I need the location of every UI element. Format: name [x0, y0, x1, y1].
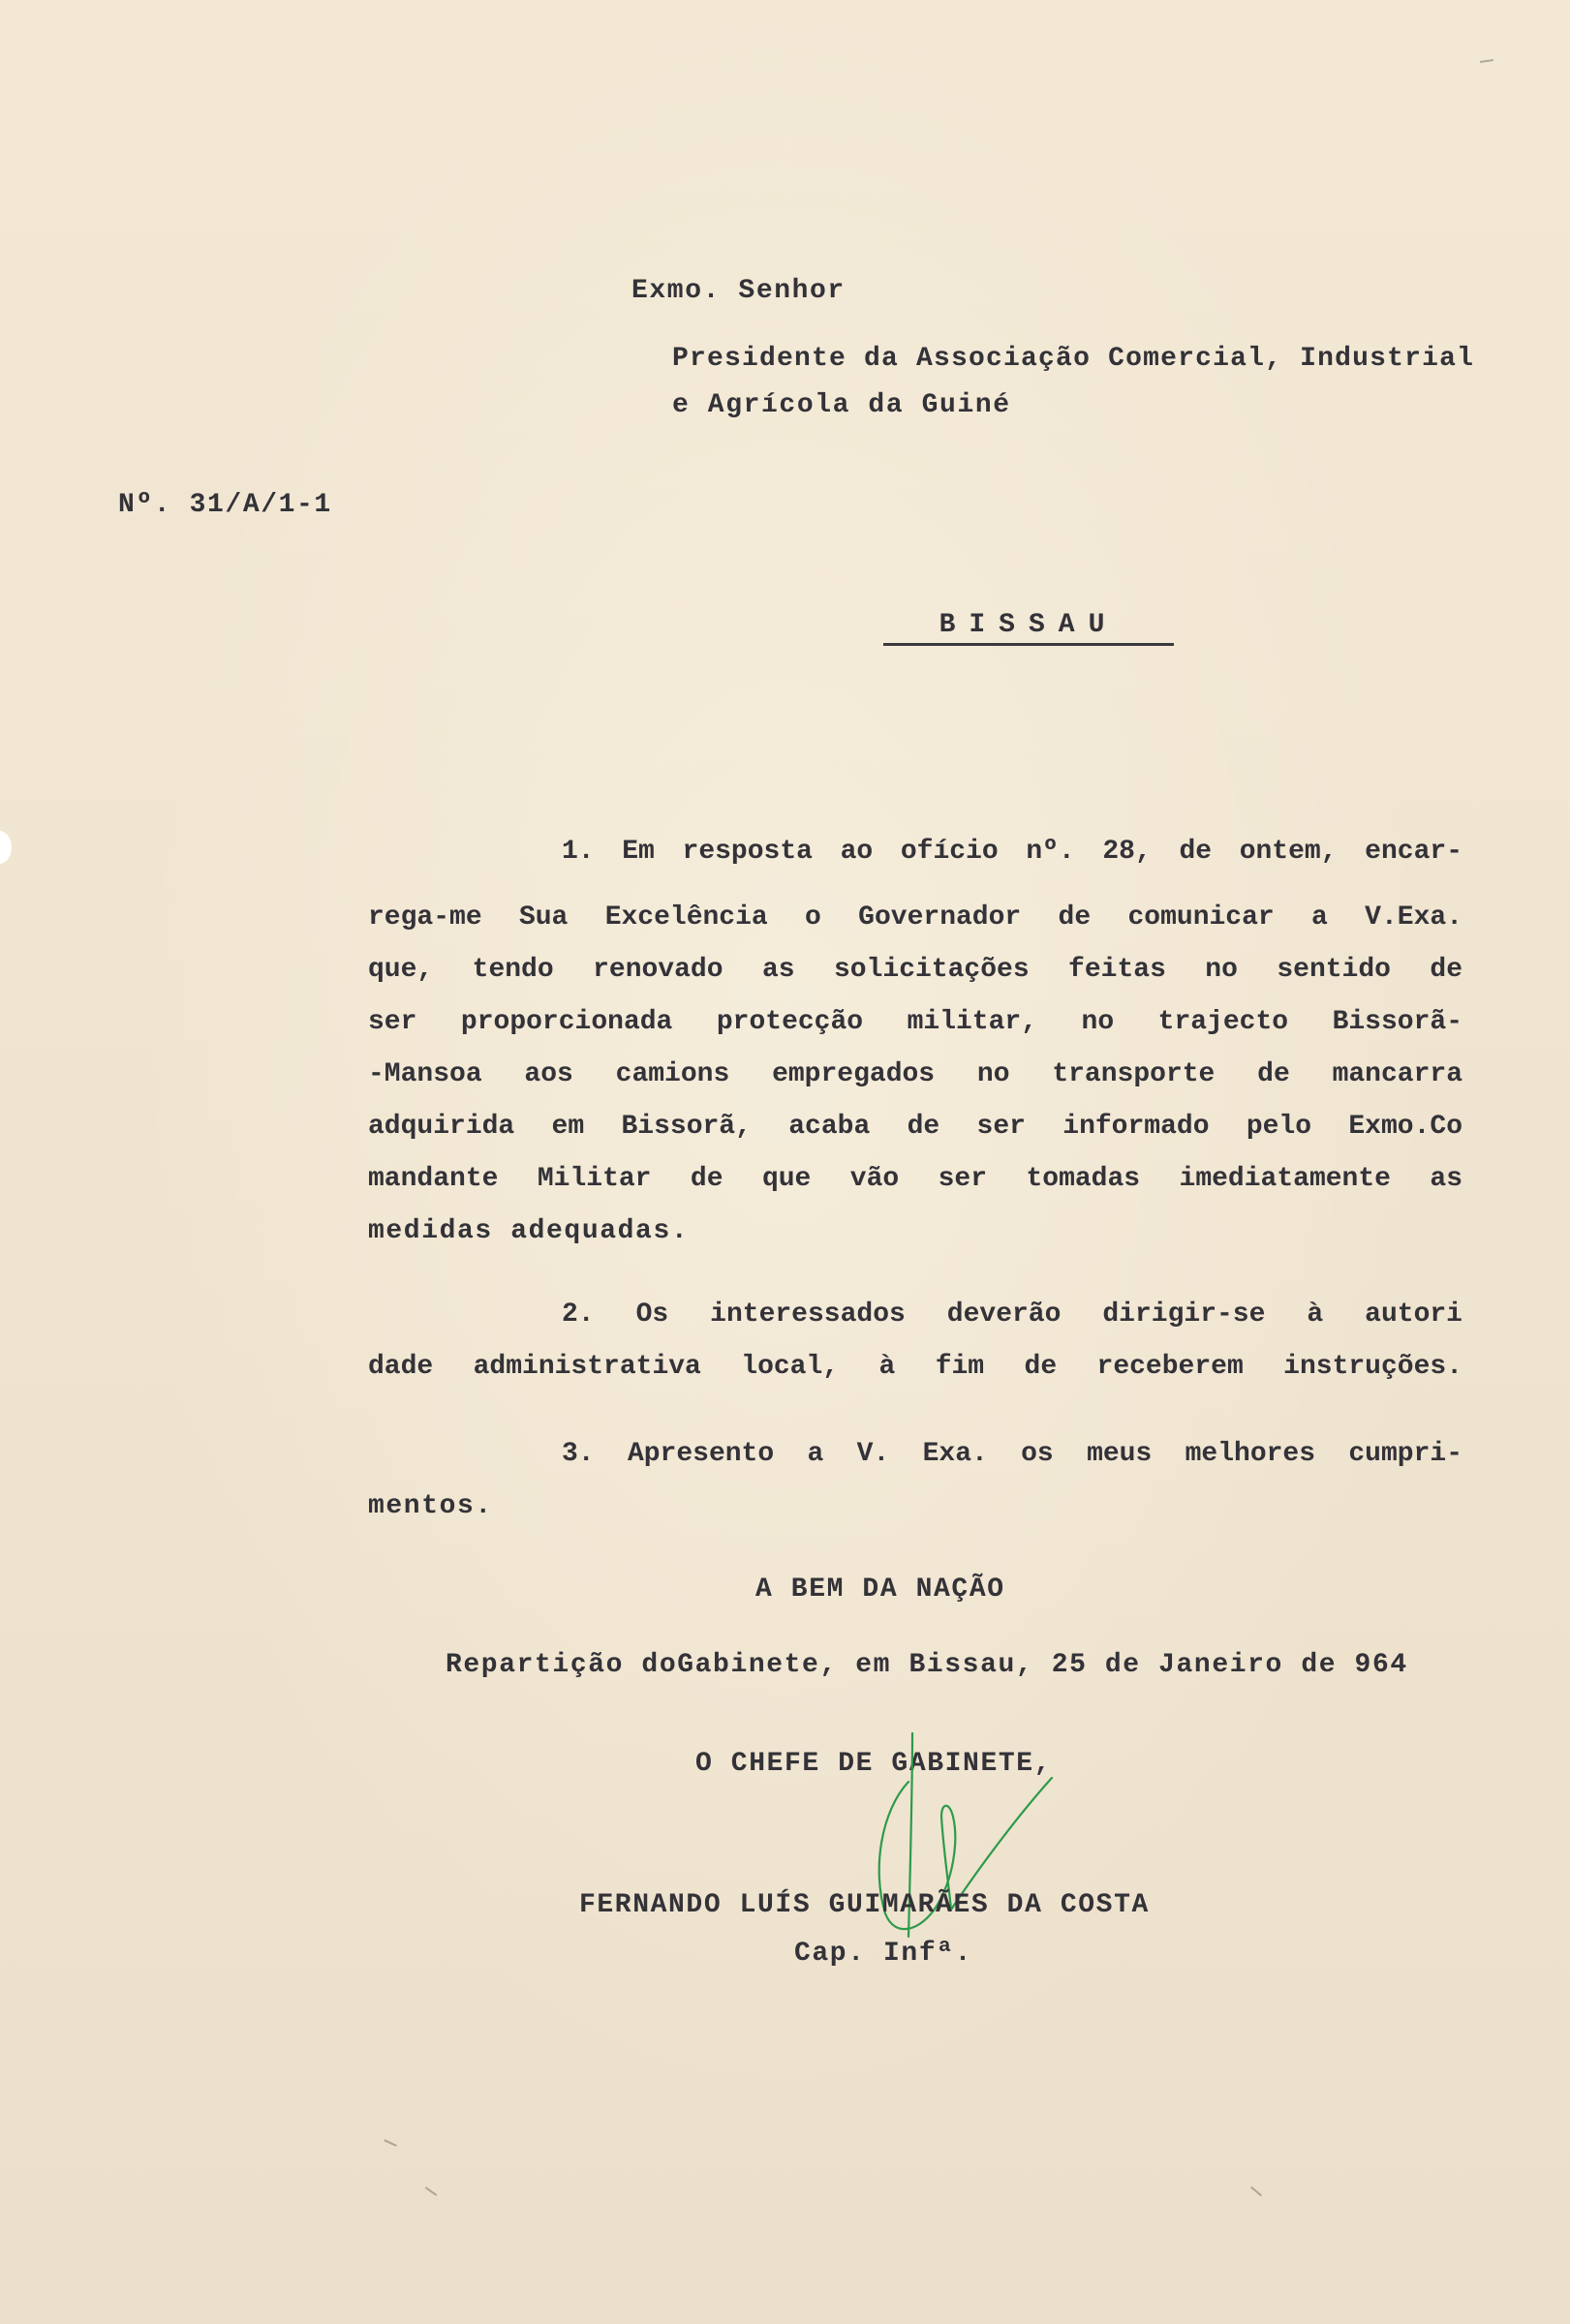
paragraph-2-line: dade administrativa local, à fim de receberem instruções. [368, 1352, 1462, 1382]
paper-speck [384, 2139, 397, 2147]
place-heading: BISSAU [939, 610, 1119, 640]
paragraph-1-line: adquirida em Bissorã, acaba de ser informado pelo Exmo.Co [368, 1112, 1462, 1142]
paragraph-1-line: -Mansoa aos camions empregados no transporte de mancarra [368, 1059, 1462, 1089]
punch-hole [0, 831, 12, 864]
paragraph-1-line: 1. Em resposta ao ofício nº. 28, de ontem, encar- [562, 837, 1462, 867]
signatory-rank: Cap. Infª. [794, 1939, 973, 1969]
addressee-line-1: Presidente da Associação Comercial, Industrial [672, 344, 1475, 374]
paragraph-2-line: 2. Os interessados deverão dirigir-se à autori [562, 1300, 1462, 1330]
place-and-date: Repartição doGabinete, em Bissau, 25 de Janeiro de 964 [446, 1650, 1408, 1680]
paragraph-3-line: mentos. [368, 1491, 493, 1521]
addressee-line-2: e Agrícola da Guiné [672, 390, 1011, 420]
paper-speck [425, 2186, 438, 2196]
paragraph-1-line: rega-me Sua Excelência o Governador de comunicar a V.Exa. [368, 902, 1462, 933]
paragraph-1-line: mandante Militar de que vão ser tomadas imediatamente as [368, 1164, 1462, 1194]
paragraph-1-line: que, tendo renovado as solicitações feitas no sentido de [368, 955, 1462, 985]
paragraph-1-line: ser proporcionada protecção militar, no trajecto Bissorã- [368, 1007, 1462, 1037]
paragraph-1-line: medidas adequadas. [368, 1216, 690, 1246]
heading-underline [883, 643, 1174, 646]
closing-formula: A BEM DA NAÇÃO [755, 1575, 1005, 1605]
paper-speck [1250, 2186, 1262, 2197]
signatory-name: FERNANDO LUÍS GUIMARÃES DA COSTA [579, 1890, 1150, 1920]
paragraph-3-line: 3. Apresento a V. Exa. os meus melhores cumpri- [562, 1439, 1462, 1469]
salutation: Exmo. Senhor [631, 276, 846, 306]
paper-speck [1480, 59, 1493, 63]
signatory-title: O CHEFE DE GABINETE, [695, 1749, 1053, 1779]
reference-number: Nº. 31/A/1-1 [118, 490, 332, 520]
